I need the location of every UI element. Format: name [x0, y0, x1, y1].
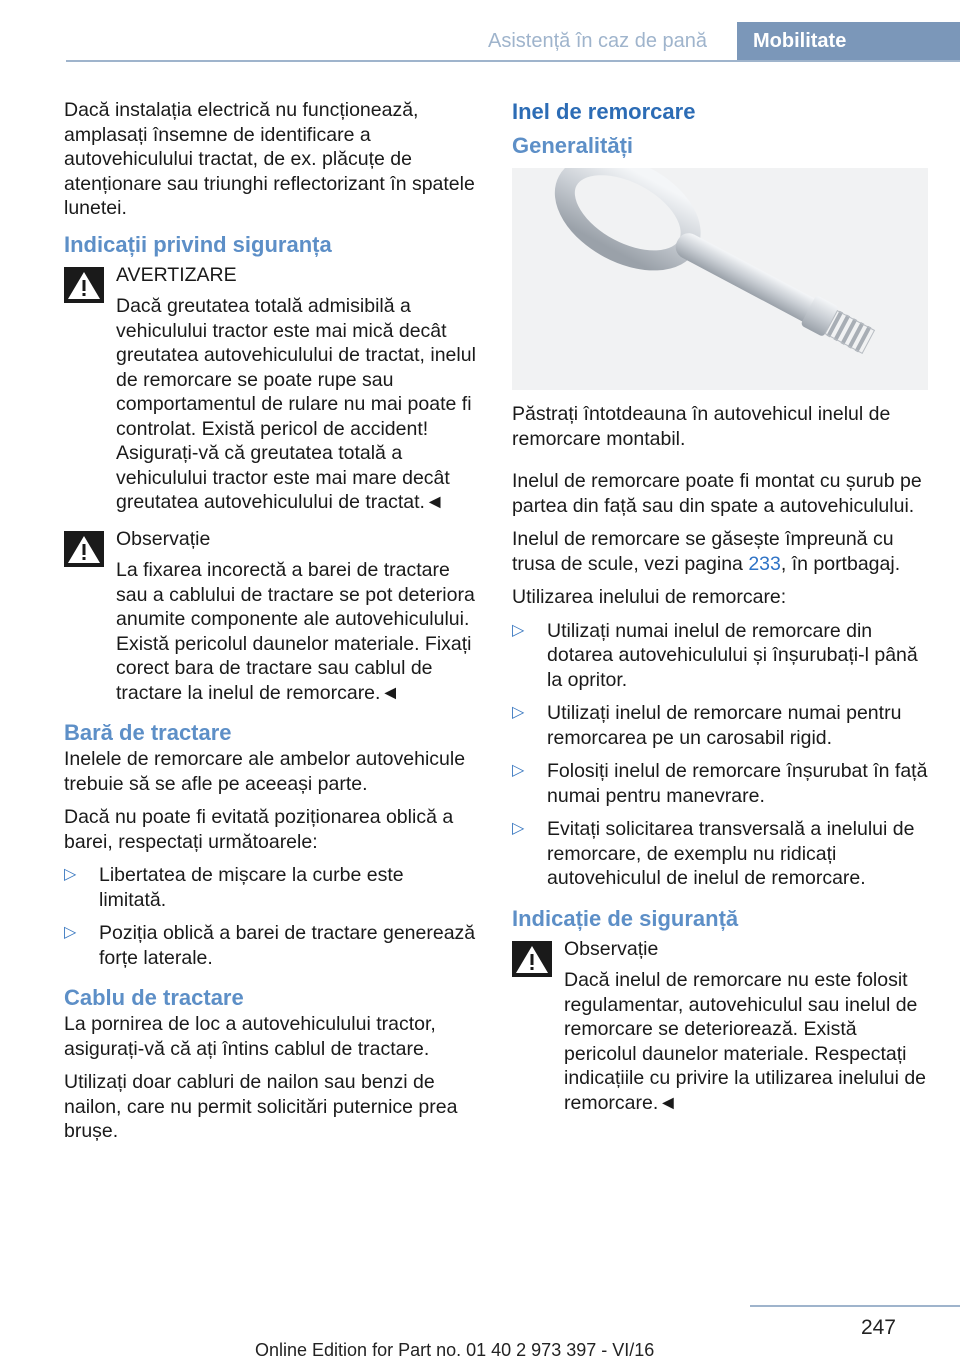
safety-heading: Indicații privind siguranța — [64, 231, 332, 257]
list-item: ▷ Libertatea de mișcare la curbe este limitată. — [64, 864, 404, 911]
bullet-triangle-icon: ▷ — [512, 704, 525, 721]
footer-rule — [750, 1305, 960, 1307]
note-title: Observație — [116, 527, 211, 550]
list-item: ▷ Utilizați inelul de remorcare numai pentru remorcarea pe un carosabil rigid. — [512, 702, 902, 749]
header-section-title: Asistență în caz de pană — [488, 30, 708, 52]
note-text: La fixarea incorectă a barei de tractare sau a cablului de tractare se pot deteriora anumite componente ale autovehiculului. Există pericolul daunelor materiale. Fixați corect bara de tractare sau cablul de tractare la inelul de remorcare.◄ — [116, 559, 475, 704]
tow-bar-paragraph-1: Inelele de remorcare ale ambelor autovehicule trebuie să se afle pe aceeași parte. — [64, 748, 466, 795]
tow-cable-heading: Cablu de tractare — [64, 985, 244, 1010]
tow-ring-paragraph-2: Inelul de remorcare poate fi montat cu șurub pe partea din față sau din spate a autovehiculului. — [512, 470, 922, 517]
list-item: ▷ Folosiți inelul de remorcare înșurubat în față numai pentru manevrare. — [512, 760, 928, 807]
warning-triangle-icon — [64, 267, 104, 303]
page-number: 247 — [860, 1316, 896, 1339]
intro-paragraph: Dacă instalația electrică nu funcționează, amplasați însemne de identificare a autovehiculului tractat, de ex. plăcuțe de atenționare sau triunghi reflectorizant în spatele lunetei. — [64, 99, 475, 219]
tow-bar-heading: Bară de tractare — [64, 720, 232, 745]
tow-ring-paragraph-1: Păstrați întotdeauna în autovehicul inelul de remorcare montabil. — [512, 403, 891, 450]
left-column — [64, 98, 476, 1153]
tow-ring-heading: Inel de remorcare — [512, 99, 696, 124]
tow-ring-image — [512, 168, 928, 390]
bullet-triangle-icon: ▷ — [512, 762, 525, 779]
tow-ring-paragraph-4: Utilizarea inelului de remorcare: — [512, 586, 787, 608]
safety-note-heading: Indicație de siguranță — [512, 905, 739, 931]
edition-footer: Online Edition for Part no. 01 40 2 973 397 - VI/16 — [255, 1340, 655, 1360]
page-link[interactable]: 233 — [748, 552, 781, 575]
warning-title: AVERTIZARE — [116, 263, 237, 286]
tow-bar-list — [64, 863, 476, 970]
tow-cable-paragraph-2: Utilizați doar cabluri de nailon sau benzi de nailon, care nu permit solicitări puternice prea brușe. — [64, 1071, 458, 1142]
note-block — [512, 937, 930, 1116]
warning-triangle-icon — [512, 941, 552, 977]
note-title: Observație — [564, 937, 659, 960]
note-block — [64, 527, 476, 706]
list-item: ▷ Evitați solicitarea transversală a inelului de remorcare, de exemplu nu ridicați autovehiculul de inelul de remorcare. — [512, 818, 915, 889]
list-item: ▷ Utilizați numai inelul de remorcare din dotarea autovehiculului și înșurubați-l până la opritor. — [512, 619, 918, 691]
bullet-triangle-icon: ▷ — [64, 924, 77, 941]
warning-text: Dacă greutatea totală admisibilă a vehiculului tractor este mai mică decât greutatea autovehiculului de tractat, inelul de remorcare se poate rupe sau comportamentul de rulare nu mai poate fi controlat. Există pericol de accident! Asigurați-vă că greutatea totală a vehiculului tractor este mai mare decât greutatea autovehiculului de tractat.◄ — [116, 295, 476, 513]
warning-block — [64, 263, 476, 515]
header-rule — [66, 60, 960, 62]
tow-ring-list — [512, 619, 930, 891]
list-item: ▷ Poziția oblică a barei de tractare generează forțe laterale. — [64, 922, 476, 969]
tow-cable-paragraph-1: La pornirea de loc a autovehiculului tractor, asigurați-vă că ați întins cablul de tractare. — [64, 1013, 436, 1060]
tow-bar-paragraph-2: Dacă nu poate fi evitată poziționarea oblică a barei, respectați următoarele: — [64, 806, 454, 853]
note-text: Dacă inelul de remorcare nu este folosit regulamentar, autovehiculul sau inelul de remorcare se deteriorează. Există pericolul daunelor materiale. Respectați indicațiile cu privire la utilizarea inelului de remorcare.◄ — [564, 969, 927, 1114]
right-column — [512, 98, 930, 1124]
warning-triangle-icon — [64, 531, 104, 567]
tow-ring-paragraph-3: Inelul de remorcare se găsește împreună cu trusa de scule, vezi pagina 233, în portbagaj. — [512, 528, 901, 575]
bullet-triangle-icon: ▷ — [64, 866, 77, 883]
bullet-triangle-icon: ▷ — [512, 621, 525, 639]
bullet-triangle-icon: ▷ — [512, 820, 525, 837]
general-heading: Generalități — [512, 133, 634, 158]
tow-ring-illustration — [512, 168, 928, 390]
header-chapter-tab[interactable]: Mobilitate — [737, 22, 960, 62]
